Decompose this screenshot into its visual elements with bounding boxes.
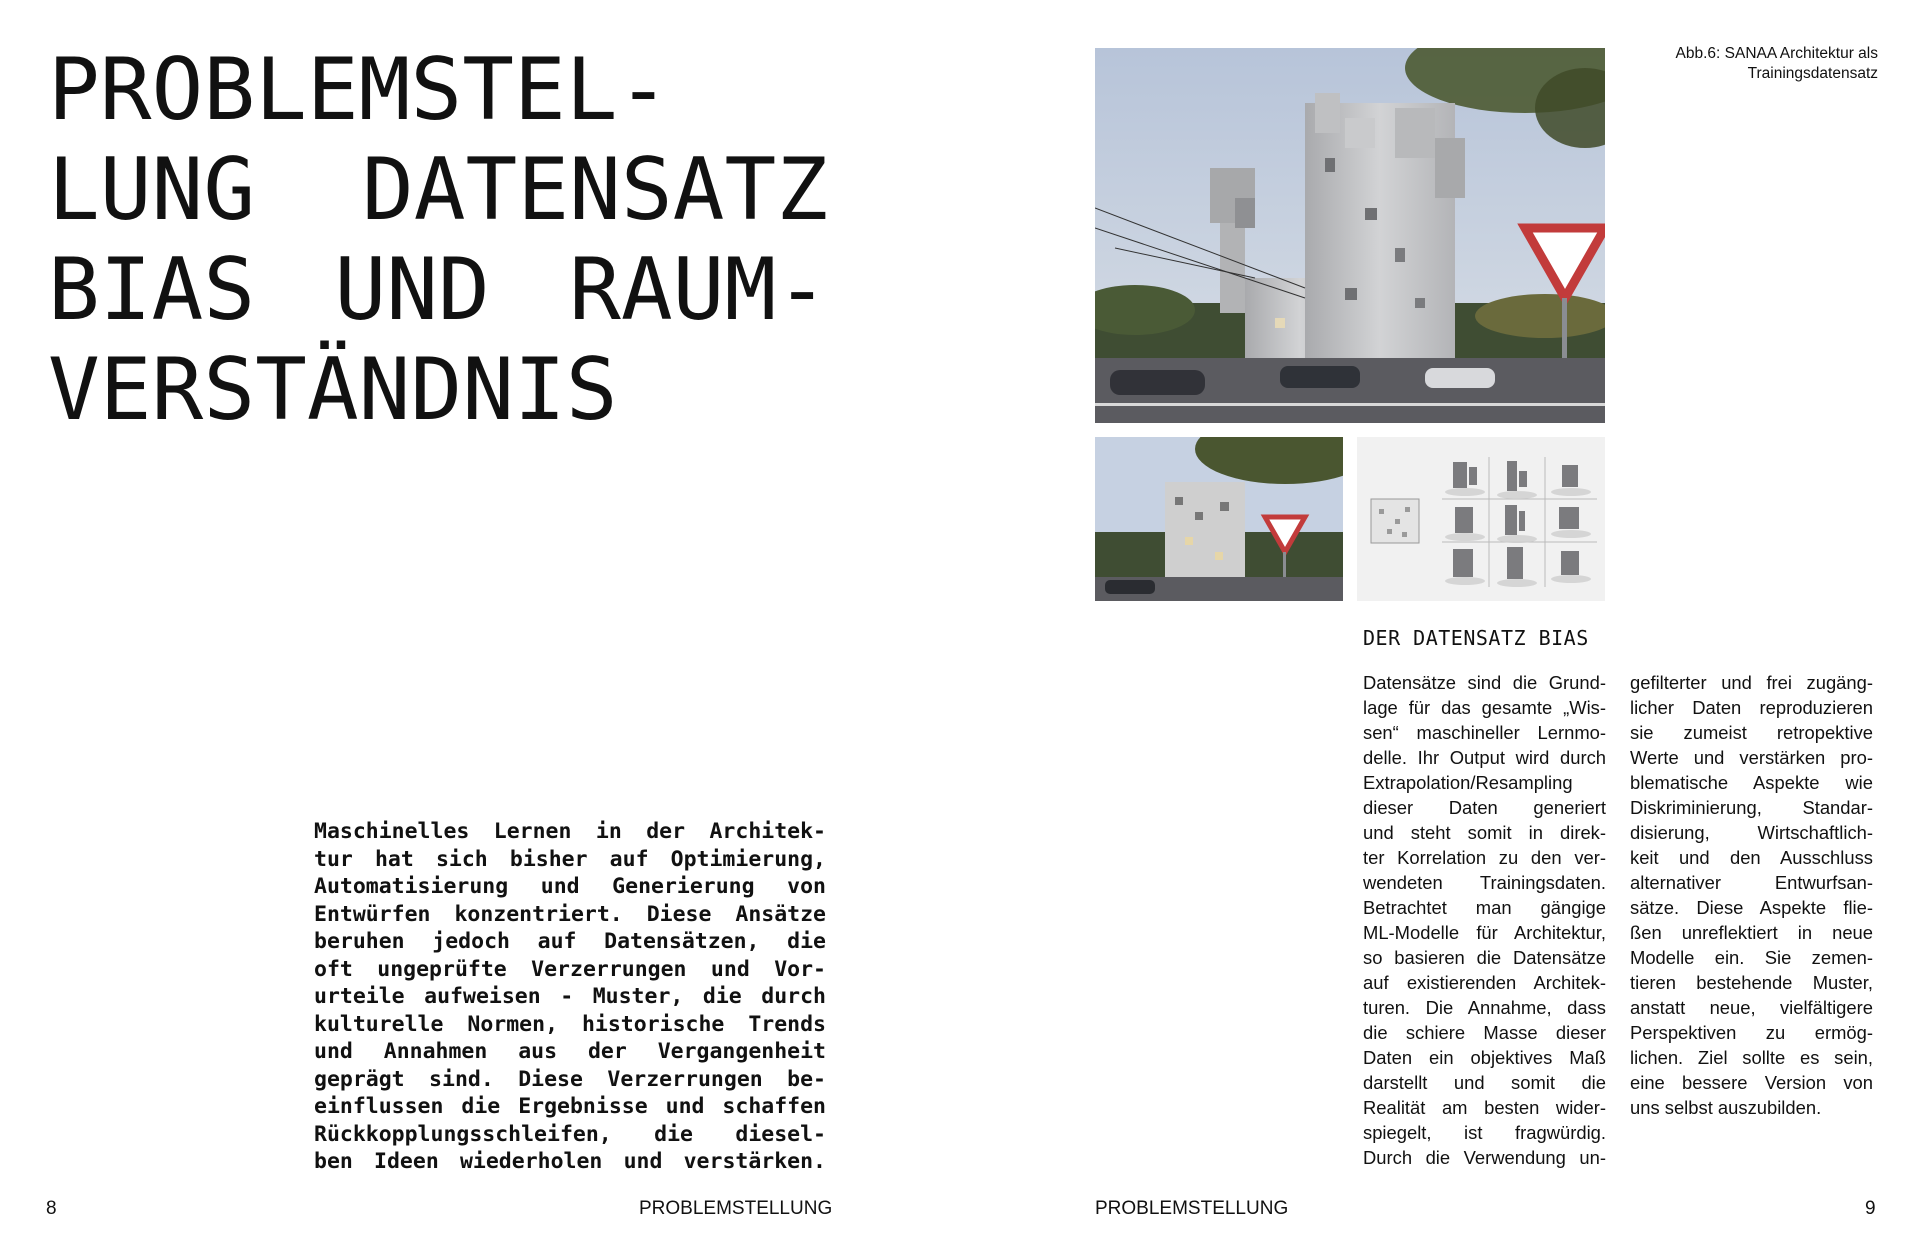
intro-line: Entwürfen konzentriert. Diese Ansätze: [314, 901, 826, 927]
body-line: Datensätze sind die Grund-: [1363, 672, 1606, 693]
caption-line: Abb.6: SANAA Architektur als: [1675, 45, 1878, 62]
body-line: Daten ein objektives Maß: [1363, 1047, 1606, 1068]
body-line: darstellt und somit die: [1363, 1072, 1606, 1093]
title-line: BIAS UND RAUM-: [48, 240, 828, 340]
page-title: [48, 40, 828, 440]
running-head-left: PROBLEMSTELLUNG: [639, 1198, 833, 1219]
body-line: Durch die Verwendung un-: [1363, 1147, 1606, 1168]
body-line: so basieren die Datensätze: [1363, 947, 1606, 968]
body-line: auf existierenden Architek-: [1363, 972, 1606, 993]
section-subhead: DER DATENSATZ BIAS: [1363, 626, 1589, 650]
body-line: eine bessere Version von: [1630, 1072, 1873, 1093]
body-line: licher Daten reproduzieren: [1630, 697, 1873, 718]
body-line: tieren bestehende Muster,: [1630, 972, 1873, 993]
body-line: ML-Modelle für Architektur,: [1363, 922, 1606, 943]
page-number-left: 8: [46, 1198, 57, 1219]
body-line: lage für das gesamte „Wis-: [1363, 697, 1606, 718]
intro-line: beruhen jedoch auf Datensätzen, die: [314, 929, 826, 954]
body-line: keit und den Ausschluss: [1630, 847, 1873, 868]
right-page: [960, 0, 1920, 1238]
body-line: Werte und verstärken pro-: [1630, 747, 1873, 768]
body-line: Betrachtet man gängige: [1363, 897, 1606, 918]
running-head-right: PROBLEMSTELLUNG: [1095, 1198, 1289, 1219]
intro-line: urteile aufweisen - Muster, die durch: [314, 984, 826, 1009]
body-line: disierung, Wirtschaftlich-: [1630, 822, 1873, 843]
figure-caption: [1618, 44, 1878, 84]
intro-line: Rückkopplungsschleifen, die diesel-: [314, 1121, 826, 1147]
body-line: Diskriminierung, Standar-: [1630, 797, 1873, 818]
body-line: Perspektiven zu ermög-: [1630, 1022, 1873, 1043]
intro-line: geprägt sind. Diese Verzerrungen be-: [314, 1066, 826, 1092]
intro-line: einflussen die Ergebnisse und schaffen: [314, 1094, 826, 1119]
body-line: dieser Daten generiert: [1363, 797, 1606, 818]
body-line: die schiere Masse dieser: [1363, 1022, 1606, 1043]
body-line: turen. Die Annahme, dass: [1363, 997, 1606, 1018]
body-line: delle. Ihr Output wird durch: [1363, 747, 1606, 768]
dataset-thumbnails: [1357, 437, 1605, 601]
body-line: ßen unreflektiert in neue: [1630, 922, 1873, 943]
body-line: gefilterter und frei zugäng-: [1630, 672, 1873, 693]
generated-building-image: [1095, 48, 1605, 423]
body-line: Extrapolation/Resampling: [1363, 772, 1573, 793]
title-line: PROBLEMSTEL-: [48, 40, 670, 140]
intro-line: tur hat sich bisher auf Optimierung,: [314, 846, 826, 872]
body-line: lichen. Ziel sollte es sein,: [1630, 1047, 1873, 1068]
body-line: ter Korrelation zu den ver-: [1363, 847, 1606, 868]
body-line: uns selbst auszubilden.: [1630, 1097, 1822, 1118]
body-line: Realität am besten wider-: [1363, 1097, 1606, 1118]
body-line: Modelle ein. Sie zemen-: [1630, 947, 1873, 968]
intro-line: kulturelle Normen, historische Trends: [314, 1011, 826, 1037]
body-line: sen“ maschineller Lernmo-: [1363, 722, 1606, 743]
page-number-right: 9: [1865, 1198, 1876, 1219]
caption-line: Trainingsdatensatz: [1747, 65, 1878, 82]
intro-line: und Annahmen aus der Vergangenheit: [314, 1039, 826, 1064]
title-line: VERSTÄNDNIS: [48, 340, 618, 440]
body-line: sie zumeist retropektive: [1630, 722, 1873, 743]
body-column-1: [1363, 670, 1606, 1170]
intro-line: Maschinelles Lernen in der Architek-: [314, 819, 826, 844]
reference-building-photo: [1095, 437, 1343, 601]
dataset-grid-image: [1357, 437, 1605, 601]
intro-line: ben Ideen wiederholen und verstärken.: [314, 1149, 826, 1174]
body-line: anstatt neue, vielfältigere: [1630, 997, 1873, 1018]
body-line: wendeten Trainingsdaten.: [1363, 872, 1606, 893]
body-line: spiegelt, ist fragwürdig.: [1363, 1122, 1606, 1143]
cube-building-image: [1095, 437, 1343, 601]
intro-line: Automatisierung und Generierung von: [314, 874, 826, 899]
body-line: sätze. Diese Aspekte flie-: [1630, 897, 1873, 918]
title-line: LUNG DATENSATZ: [48, 140, 828, 240]
body-line: und steht somit in direk-: [1363, 822, 1606, 843]
intro-paragraph: [314, 818, 826, 1176]
main-architecture-photo: [1095, 48, 1605, 423]
intro-line: oft ungeprüfte Verzerrungen und Vor-: [314, 956, 826, 982]
body-line: alternativer Entwurfsan-: [1630, 872, 1873, 893]
body-line: blematische Aspekte wie: [1630, 772, 1873, 793]
body-column-2: [1630, 670, 1873, 1120]
